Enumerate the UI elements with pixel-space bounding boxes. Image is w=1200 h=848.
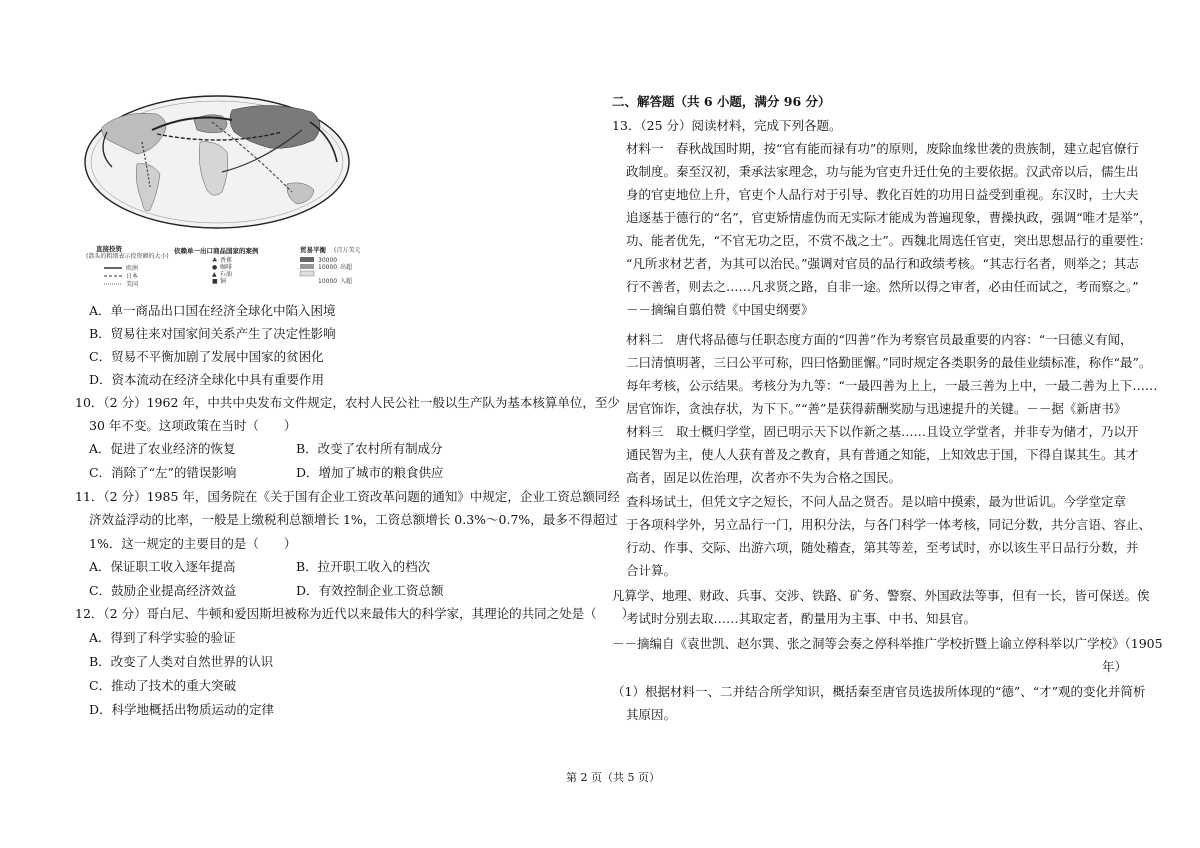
q12-option-c: C．推动了技术的重大突破: [89, 678, 237, 693]
svg-text:▲: ▲: [212, 271, 217, 278]
legend-trade-10000b: 10000: [318, 278, 338, 285]
world-trade-map: [82, 92, 360, 292]
svg-text:♣: ♣: [212, 257, 218, 264]
material1-line1: 材料一 春秋战国时期，按“官有能而禄有功”的原则，废除血缘世袭的贵族制，建立起官僚行: [626, 141, 1139, 156]
material3-p3-line2: 考试时分别去取……其取定者，酌量用为主事、中书、知县官。: [626, 611, 977, 626]
q12-option-a: A．得到了科学实验的验证: [89, 630, 236, 645]
q9-option-d: D．资本流动在经济全球化中具有重要作用: [89, 372, 325, 387]
material3-p2-line4: 合计算。: [626, 563, 677, 578]
legend-trade-surplus: 出超: [340, 264, 353, 271]
legend-item-coffee: 咖啡: [220, 264, 233, 271]
material3-line2: 通民智为主，使人人获有普及之教育，具有普通之知能，上知效忠于国，下得自谋其生。其才: [626, 447, 1139, 462]
q11-option-d: D．有效控制企业工资总额: [296, 583, 444, 598]
legend-trade-10000a: 10000: [318, 264, 338, 271]
q9-option-a: A．单一商品出口国在经济全球化中陷入困境: [89, 303, 336, 318]
legend-col1-sub: (箭头的粗细表示投资额的大小): [86, 253, 169, 260]
legend-item-copper: 铜: [220, 278, 227, 285]
world-map-image: [82, 92, 360, 292]
q12-stem: 12．（2 分）哥白尼、牛顿和爱因斯坦被称为近代以来最伟大的科学家，其理论的共同之处是（ ）: [75, 606, 635, 621]
material2-line4: 居官饰诈，贪浊存状，为下下。”“善”是获得薪酬奖励与迅速提升的关键。－－据《新唐书》: [626, 401, 1127, 416]
material2-line1: 材料二 唐代将品德与任职态度方面的“四善”作为考察官员最重要的内容：“一曰德义有闻，: [626, 332, 1133, 347]
q12-option-b: B．改变了人类对自然世界的认识: [89, 654, 274, 669]
material1-line3: 身的官吏地位上升，官吏个人品行对于引导、教化百姓的功用日益受到重视。东汉时，士大夫: [626, 187, 1139, 202]
q9-option-b: B．贸易往来对国家间关系产生了决定性影响: [89, 326, 336, 341]
q10-option-a: A．促进了农业经济的恢复: [89, 441, 236, 456]
material3-source-year: 年）: [1102, 659, 1128, 674]
legend-item-japan: 日本: [126, 273, 139, 280]
q10-option-c: C．消除了“左”的错误影响: [89, 465, 237, 480]
q13-sub1-line2: 其原因。: [626, 707, 677, 722]
material3-line3: 高者，固足以佐治理，次者亦不失为合格之国民。: [626, 470, 902, 485]
page-number: 第 2 页（共 5 页）: [566, 771, 660, 784]
legend-col3-unit: (百万美元): [334, 247, 360, 254]
q11-stem-line3: 1%．这一规定的主要目的是（ ）: [89, 536, 297, 551]
legend-item-oil: 石油: [220, 271, 233, 278]
section-title: 二、解答题（共 6 小题，满分 96 分）: [612, 94, 831, 109]
material1-line6: “凡所求材艺者，为其可以治民。”强调对官员的品行和政绩考核。“其志行名者，则举之；其志: [626, 256, 1139, 271]
material1-line4: 追逐基于德行的“名”，官吏矫情虚伪而无实际才能成为普遍现象，曹操执政，强调“唯才是举”，: [626, 210, 1152, 225]
legend-item-usa: 美国: [126, 281, 139, 288]
material3-p2-line3: 行动、作事、交际、出游六项，随处稽查，第其等差，至考试时，亦以该生平日品行分数，并: [626, 540, 1139, 555]
legend-col3-title: 贸易平衡: [300, 246, 326, 254]
q9-option-c: C．贸易不平衡加剧了发展中国家的贫困化: [89, 349, 324, 364]
q13-sub1-line1: （1）根据材料一、二并结合所学知识，概括秦至唐官员选拔所体现的“德”、“才”观的变化并简析: [612, 684, 1146, 699]
q11-option-b: B．拉开职工收入的档次: [296, 559, 431, 574]
material3-p2-line1: 查科场试士，但凭文字之短长，不问人品之贤否。是以暗中摸索，最为世诟讥。今学堂定章: [626, 494, 1127, 509]
material3-p2-line2: 于各项科学外，另立品行一门，用积分法，与各门科学一体考核，同记分数，共分言语、容止、: [626, 517, 1152, 532]
legend-item-banana: 香蕉: [220, 257, 233, 264]
q10-stem-line1: 10．（2 分）1962 年，中共中央发布文件规定，农村人民公社一般以生产队为基本核算单位，至少: [75, 395, 620, 410]
q11-option-c: C．鼓励企业提高经济效益: [89, 583, 237, 598]
legend-item-europe: 欧洲: [126, 265, 139, 272]
q10-stem-line2: 30 年不变。这项政策在当时（ ）: [89, 418, 297, 433]
svg-text:●: ●: [212, 264, 218, 271]
material2-line2: 二曰清慎明著，三曰公平可称，四曰恪勤匪懈。”同时规定各类职务的最佳业绩标准，称作“最”。: [626, 355, 1152, 370]
material3-line1: 材料三 取士概归学堂，固已明示天下以作新之基……且设立学堂者，并非专为储才，乃以开: [626, 424, 1139, 439]
q11-stem-line1: 11．（2 分）1985 年，国务院在《关于国有企业工资改革问题的通知》中规定，企业工资总额同经: [75, 489, 620, 504]
legend-col2-title: 依赖单一出口商品国家的案例: [174, 247, 259, 255]
q13-header: 13．（25 分）阅读材料，完成下列各题。: [612, 118, 842, 133]
material1-line2: 政制度。秦至汉初，秉承法家理念，功与能为官吏升迁仕免的主要依据。汉武帝以后，儒生出: [626, 164, 1139, 179]
material1-line7: 行不善者，则去之……凡求贤之路，自非一途。然所以得之审者，必由任而试之，考而察之。”: [626, 279, 1139, 294]
q12-option-d: D．科学地概括出物质运动的定律: [89, 702, 275, 717]
svg-text:■: ■: [212, 278, 218, 285]
legend-col1-title: 直接投资: [96, 245, 122, 253]
legend-trade-deficit: 入超: [340, 278, 353, 285]
material2-line3: 每年考核，公示结果。考核分为九等：“一最四善为上上，一最三善为上中，一最二善为上下……: [626, 378, 1158, 393]
q10-option-d: D．增加了城市的粮食供应: [296, 465, 444, 480]
q11-option-a: A．保证职工收入逐年提高: [89, 559, 236, 574]
q11-stem-line2: 济效益浮动的比率，一般是上缴税利总额增长 1%，工资总额增长 0.3%～0.7%，最多不得超过: [89, 512, 618, 527]
legend-trade-30000: 30000: [318, 257, 338, 264]
material3-p3-line1: 凡算学、地理、财政、兵事、交涉、铁路、矿务、警察、外国政法等事，但有一长，皆可保送。俟: [612, 588, 1150, 603]
material3-source: －－摘编自《袁世凯、赵尔巽、张之洞等会奏之停科举推广学校折暨上谕立停科举以广学校》（1905: [612, 636, 1163, 651]
material1-source: －－摘编自翦伯赞《中国史纲要》: [626, 302, 814, 317]
material1-line5: 功、能者优先，“不官无功之臣，不赏不战之士”。西魏北周选任官吏，突出思想品行的重要性：: [626, 233, 1152, 248]
q10-option-b: B．改变了农村所有制成分: [296, 441, 443, 456]
